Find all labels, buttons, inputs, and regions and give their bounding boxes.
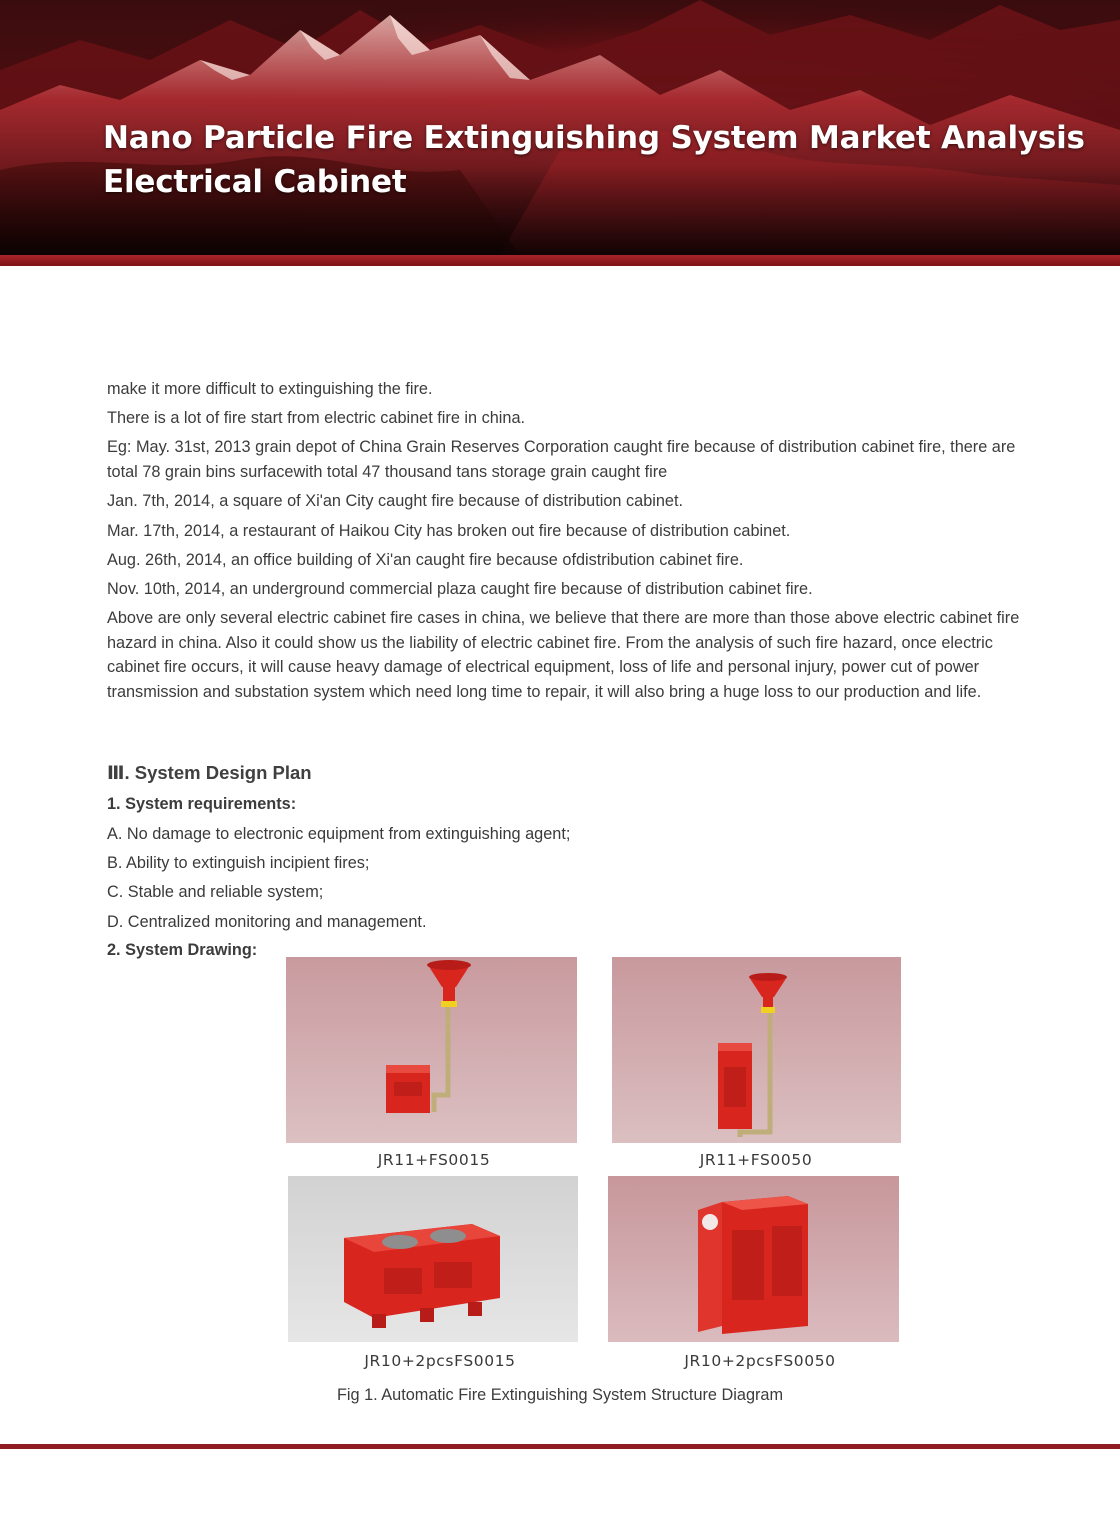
list-item: A. No damage to electronic equipment from extinguishing agent; — [107, 825, 571, 843]
paragraph: Aug. 26th, 2014, an office building of Xi'an caught fire because ofdistribution cabinet fire. — [107, 550, 744, 569]
requirements-list — [107, 822, 570, 939]
product-photo-jr11-fs0015 — [286, 957, 577, 1143]
page-title — [103, 116, 1085, 204]
list-item: C. Stable and reliable system; — [107, 883, 324, 902]
product-photo-jr10-2pcs-fs0015 — [288, 1176, 578, 1342]
figure-caption: Fig 1. Automatic Fire Extinguishing System Structure Diagram — [336, 1386, 784, 1404]
paragraph: Eg: May. 31st, 2013 grain depot of China Grain Reserves Corporation caught fire because of distribution cabinet fire, there are total 78 grain bins surfacewith total 47 thousand tans storage grain caught fire — [107, 438, 1016, 481]
product-photo-jr10-2pcs-fs0050 — [608, 1176, 899, 1342]
page-title-line-2: Electrical Cabinet — [103, 164, 407, 200]
list-item: D. Centralized monitoring and management. — [107, 912, 427, 931]
header-divider — [0, 255, 1120, 266]
photo-caption: JR10+2pcsFS0050 — [684, 1352, 836, 1370]
page-title-line-1: Nano Particle Fire Extinguishing System Market Analysis — [103, 120, 1085, 156]
paragraph: Above are only several electric cabinet fire cases in china, we believe that there are more than those above electric cabinet fire hazard in china. Also it could show us the liability of electric cabinet fire. From the analysis of such fire hazard, once electric cabinet fire occurs, it will cause heavy damage of electrical equipment, loss of life and personal injury, power cut of power transmission and substation system which need long time to repair, it will also bring a huge loss to our production and life. — [107, 609, 1020, 701]
photo-caption: JR11+FS0015 — [377, 1151, 491, 1169]
requirements-heading: 1. System requirements: — [107, 795, 297, 813]
section-title: Ⅲ. System Design Plan — [107, 762, 312, 783]
list-item: B. Ability to extinguish incipient fires; — [107, 854, 370, 873]
drawing-heading: 2. System Drawing: — [107, 941, 258, 959]
paragraph: Nov. 10th, 2014, an underground commercial plaza caught fire because of distribution cabinet fire. — [107, 579, 813, 598]
paragraph: Jan. 7th, 2014, a square of Xi'an City caught fire because of distribution cabinet. — [107, 492, 684, 511]
footer-divider — [0, 1444, 1120, 1449]
product-photo-jr11-fs0050 — [612, 957, 901, 1143]
paragraph: make it more difficult to extinguishing the fire. — [107, 380, 433, 398]
body-text — [107, 377, 1027, 709]
photo-caption: JR10+2pcsFS0015 — [364, 1352, 516, 1370]
paragraph: There is a lot of fire start from electric cabinet fire in china. — [107, 409, 526, 428]
photo-caption: JR11+FS0050 — [699, 1151, 813, 1169]
header-banner — [0, 0, 1120, 255]
paragraph: Mar. 17th, 2014, a restaurant of Haikou City has broken out fire because of distribution cabinet. — [107, 521, 791, 540]
